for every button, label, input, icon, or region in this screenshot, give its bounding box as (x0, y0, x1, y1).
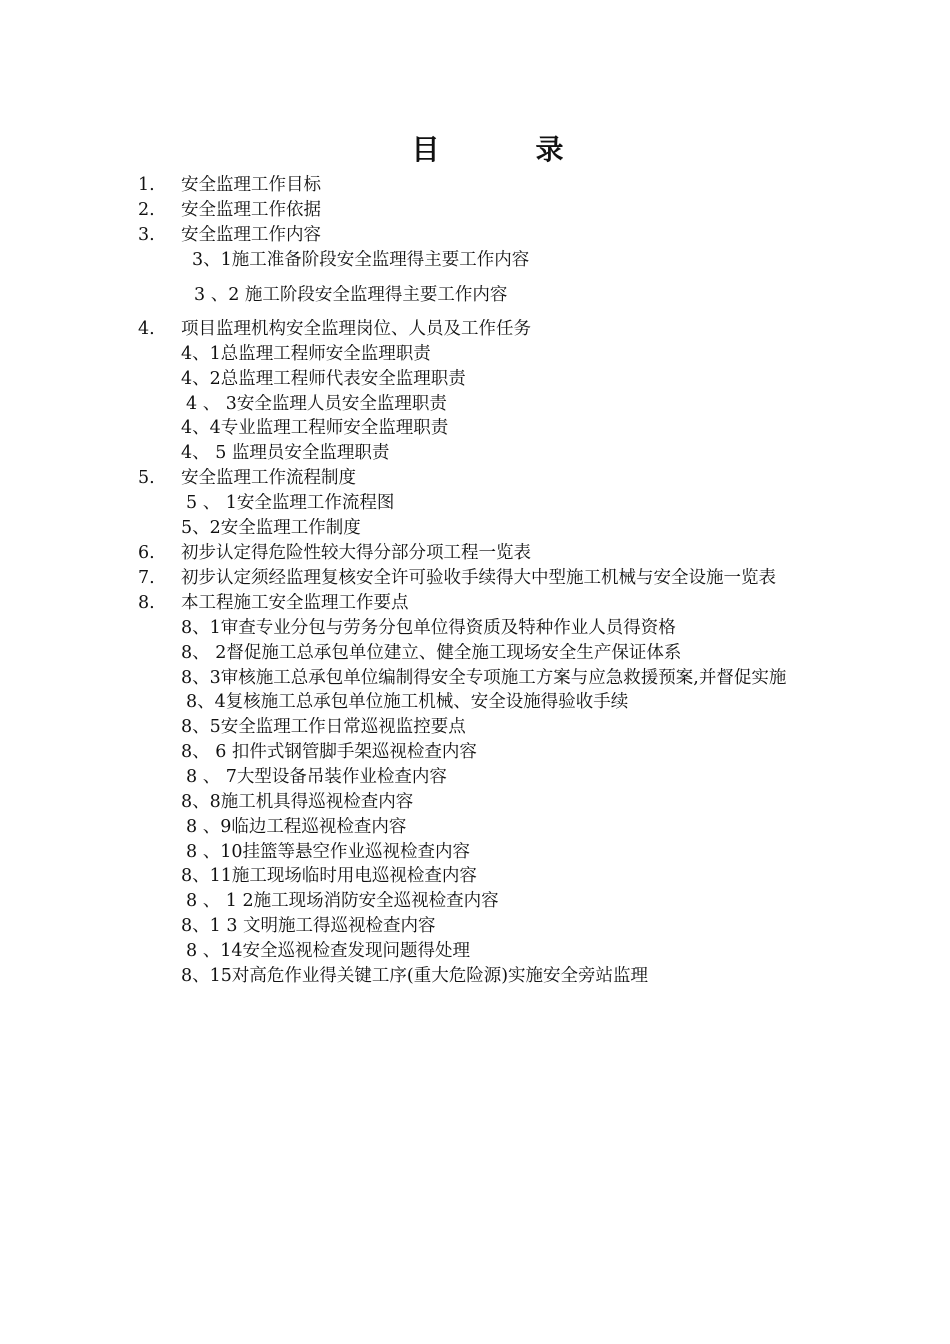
toc-entry-number: 6. (138, 543, 155, 563)
toc-entry-number: 1. (138, 175, 155, 195)
toc-subentry-3-2: 3 、2 施工阶段安全监理得主要工作内容 (194, 285, 508, 305)
toc-entry-3 (0, 223, 950, 247)
toc-entry-number: 7. (138, 568, 155, 588)
toc-entry-number: 4. (138, 319, 155, 339)
toc-subentry-8-2: 8、 2督促施工总承包单位建立、健全施工现场安全生产保证体系 (181, 643, 682, 663)
toc-entry-number: 5. (138, 468, 155, 488)
toc-subentry-5-1: 5 、 1安全监理工作流程图 (186, 493, 395, 513)
toc-subentry-8-15: 8、15对高危作业得关键工序(重大危险源)实施安全旁站监理 (181, 966, 649, 986)
toc-subentry-4-2: 4、2总监理工程师代表安全监理职责 (181, 369, 466, 389)
toc-subentry-4-5: 4、 5 监理员安全监理职责 (181, 443, 390, 463)
toc-entry-label: 本工程施工安全监理工作要点 (181, 593, 409, 613)
toc-subentry-8-11: 8、11施工现场临时用电巡视检查内容 (181, 866, 477, 886)
toc-entry-number: 3. (138, 225, 155, 245)
toc-subentry-4-1: 4、1总监理工程师安全监理职责 (181, 344, 431, 364)
toc-entry-number: 2. (138, 200, 155, 220)
toc-entry-5 (0, 466, 950, 490)
toc-subentry-4-3: 4 、 3安全监理人员安全监理职责 (186, 394, 447, 414)
toc-entry-7 (0, 566, 950, 590)
toc-title-right: 录 (535, 133, 564, 166)
toc-entry-label: 初步认定得危险性较大得分部分项工程一览表 (181, 543, 531, 563)
toc-entry-label: 安全监理工作依据 (181, 200, 321, 220)
toc-subentry-8-13: 8、1 3 文明施工得巡视检查内容 (181, 916, 436, 936)
toc-title-left: 目 (411, 133, 440, 166)
toc-entry-number: 8. (138, 593, 155, 613)
toc-subentry-3-1: 3、1施工准备阶段安全监理得主要工作内容 (192, 250, 530, 270)
toc-subentry-8-14: 8 、14安全巡视检查发现问题得处理 (186, 941, 470, 961)
toc-entry-label: 项目监理机构安全监理岗位、人员及工作任务 (181, 319, 531, 339)
toc-subentry-8-6: 8、 6 扣件式钢管脚手架巡视检查内容 (181, 742, 477, 762)
toc-title (0, 128, 950, 168)
toc-subentry-8-12: 8 、 1 2施工现场消防安全巡视检查内容 (186, 891, 499, 911)
toc-subentry-8-4: 8、4复核施工总承包单位施工机械、安全设施得验收手续 (186, 692, 629, 712)
toc-entry-4 (0, 317, 950, 341)
toc-subentry-8-9: 8 、9临边工程巡视检查内容 (186, 817, 407, 837)
toc-subentry-8-3: 8、3审核施工总承包单位编制得安全专项施工方案与应急救援预案,并督促实施 (181, 668, 787, 688)
toc-entry-2 (0, 198, 950, 222)
toc-subentry-8-5: 8、5安全监理工作日常巡视监控要点 (181, 717, 466, 737)
toc-subentry-5-2: 5、2安全监理工作制度 (181, 518, 361, 538)
toc-entry-label: 安全监理工作流程制度 (181, 468, 356, 488)
toc-subentry-8-1: 8、1审查专业分包与劳务分包单位得资质及特种作业人员得资格 (181, 618, 676, 638)
toc-entry-label: 安全监理工作内容 (181, 225, 321, 245)
toc-subentry-8-7: 8 、 7大型设备吊装作业检查内容 (186, 767, 447, 787)
toc-entry-8 (0, 591, 950, 615)
toc-entry-6 (0, 541, 950, 565)
toc-entry-label: 初步认定须经监理复核安全许可验收手续得大中型施工机械与安全设施一览表 (181, 568, 776, 588)
toc-subentry-4-4: 4、4专业监理工程师安全监理职责 (181, 418, 449, 438)
toc-subentry-8-8: 8、8施工机具得巡视检查内容 (181, 792, 414, 812)
toc-entry-1 (0, 173, 950, 197)
toc-subentry-8-10: 8 、10挂篮等悬空作业巡视检查内容 (186, 842, 470, 862)
toc-entry-label: 安全监理工作目标 (181, 175, 321, 195)
